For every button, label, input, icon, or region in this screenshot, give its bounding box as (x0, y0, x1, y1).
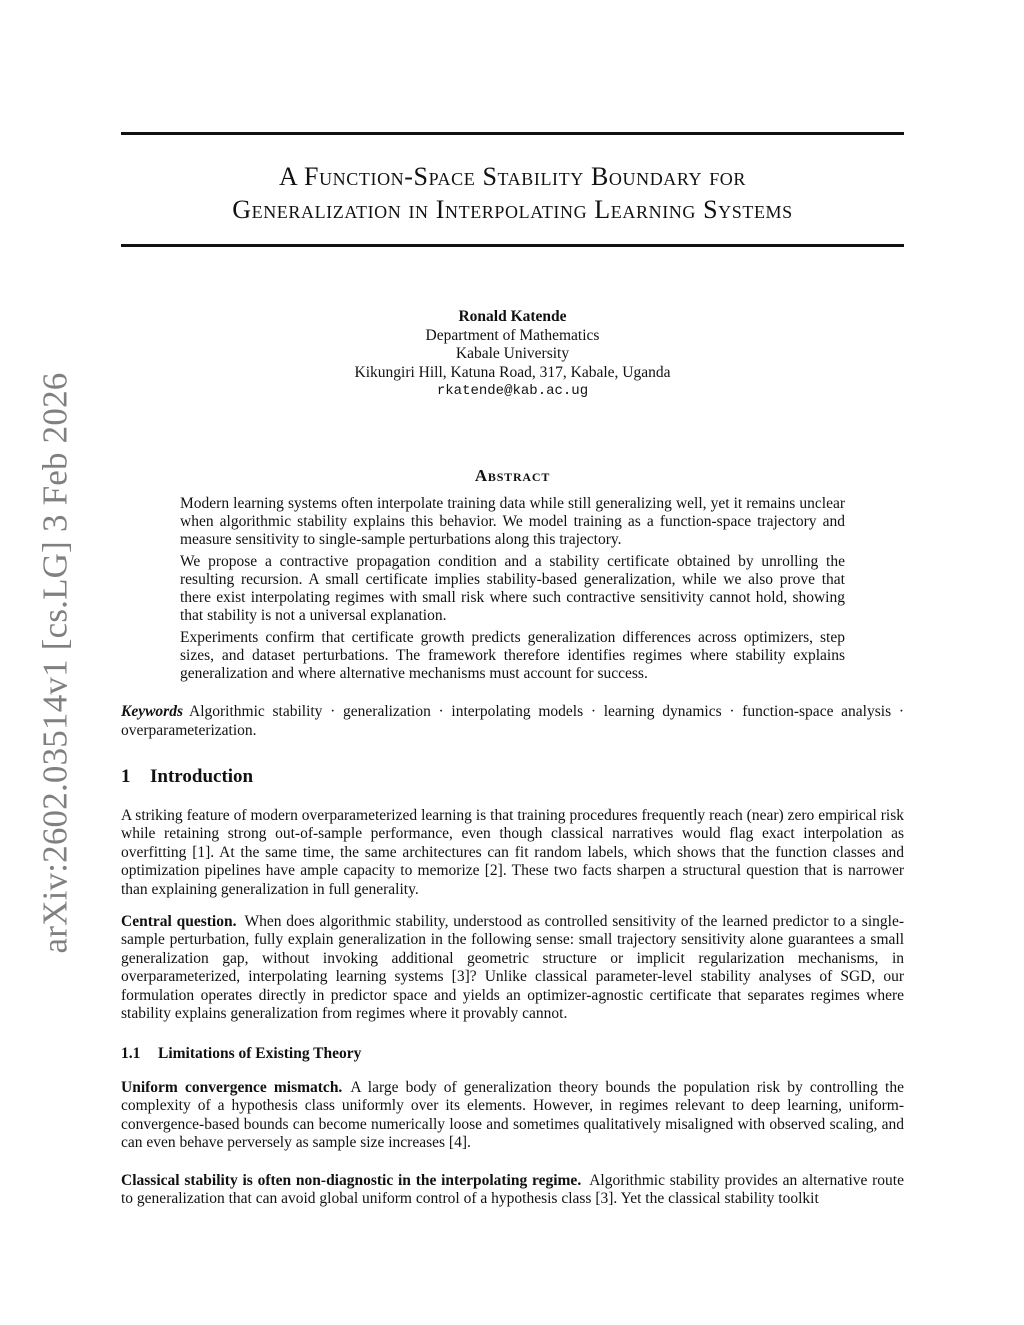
arxiv-stamp (19, 372, 91, 954)
author-email[interactable]: rkatende@kab.ac.ug (436, 383, 589, 399)
subsection-number: 1.1 (121, 1045, 141, 1062)
title-top-rule (121, 132, 904, 135)
subsection-heading-limitations (121, 1045, 361, 1063)
author-university: Kabale University (455, 345, 570, 362)
keywords (121, 703, 904, 740)
author-address: Kikungiri Hill, Katuna Road, 317, Kabale, Uganda (354, 363, 671, 381)
section-heading-introduction (121, 766, 253, 788)
title-bottom-rule (121, 244, 904, 247)
abstract-heading: Abstract (474, 466, 551, 485)
intro-paragraph-2 (121, 913, 904, 1023)
author-department: Department of Mathematics (425, 326, 600, 344)
uniform-convergence-text: A large body of generalization theory bounds the population risk by controlling the complexity of a hypothesis class uniformly over its elements. However, in regimes relevant to deep learning, uniform-convergence-based bounds can become numerically loose and sometimes qualitatively misaligned with observed scaling, and can even behave perversely as sample size increases [4]. (121, 1079, 904, 1152)
keywords-label: Keywords (121, 703, 183, 720)
classical-stability-text: Algorithmic stability provides an alternative route to generalization that can avoid global uniform control of a hypothesis class [3]. Yet the classical stability toolkit (121, 1172, 904, 1208)
section-title: Introduction (150, 766, 254, 787)
central-question-lead: Central question. (121, 913, 237, 930)
title-line-1: A Function-Space Stability Boundary for (278, 162, 747, 191)
classical-stability-lead: Classical stability is often non-diagnostic in the interpolating regime. (121, 1172, 582, 1189)
intro-paragraph-1: A striking feature of modern overparameterized learning is that training procedures frequently reach (near) zero empirical risk while retaining strong out-of-sample performance, even though classical narratives would flag exact interpolation as overfitting [1]. At the same time, the same architectures can fit random labels, which shows that the function classes and optimization pipelines have ample capacity to memorize [2]. These two facts sharpen a structural question that is narrower than explaining generalization in full generality. (121, 807, 904, 898)
abstract-body (180, 495, 845, 687)
central-question-text: When does algorithmic stability, understood as controlled sensitivity of the learned predictor to a single-sample perturbation, fully explain generalization in the following sense: small trajectory sensitivity alone guarantees a small generalization gap, without invoking additional geometric structure or implicit regularization mechanisms, in overparameterized, interpolating learning systems [3]? Unlike classical parameter-level stability analyses of SGD, our formulation operates directly in predictor space and yields an optimizer-agnostic certificate that separates regimes where stability explains generalization from regimes where it provably cannot. (121, 913, 904, 1023)
keywords-text: Algorithmic stability · generalization · interpolating models · learning dynamics · function-space analysis · overparameterization. (121, 703, 904, 739)
paper-title (121, 160, 904, 226)
title-line-2: Generalization in Interpolating Learning Systems (232, 195, 793, 224)
section-number: 1 (121, 766, 131, 787)
author-block (121, 308, 904, 401)
abstract-paragraph: Experiments confirm that certificate growth predicts generalization differences across optimizers, step sizes, and dataset perturbations. The framework therefore identifies regimes where stability explains generalization and where alternative mechanisms must account for success. (180, 629, 845, 682)
uniform-convergence-lead: Uniform convergence mismatch. (121, 1079, 343, 1096)
abstract-paragraph: We propose a contractive propagation condition and a stability certificate obtained by unrolling the resulting recursion. A small certificate implies stability-based generalization, while we also prove that there exist interpolating regimes with small risk where such contractive sensitivity cannot hold, showing that stability is not a universal explanation. (180, 553, 845, 624)
author-name: Ronald Katende (458, 308, 567, 325)
subsection-title: Limitations of Existing Theory (158, 1045, 362, 1062)
abstract-paragraph: Modern learning systems often interpolate training data while still generalizing well, yet it remains unclear when algorithmic stability explains this behavior. We model training as a function-space trajectory and measure sensitivity to single-sample perturbations along this trajectory. (180, 495, 845, 548)
limitations-paragraph-1 (121, 1079, 904, 1153)
arxiv-id: arXiv:2602.03514v1 [cs.LG] 3 Feb 2026 (35, 372, 74, 954)
limitations-paragraph-2 (121, 1172, 904, 1209)
